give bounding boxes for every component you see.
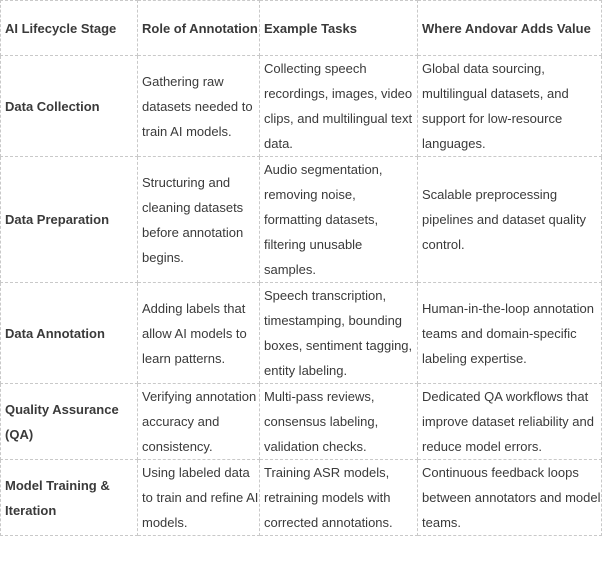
value-cell: Global data sourcing, multilingual datasets, and support for low-resource languages. (418, 56, 602, 157)
tasks-cell: Multi-pass reviews, consensus labeling, validation checks. (260, 384, 418, 460)
table-header-row (1, 1, 602, 56)
value-cell: Scalable preprocessing pipelines and dataset quality control. (418, 157, 602, 283)
value-cell: Continuous feedback loops between annotators and model teams. (418, 460, 602, 536)
stage-cell: Data Annotation (1, 283, 138, 384)
tasks-cell: Training ASR models, retraining models with corrected annotations. (260, 460, 418, 536)
table-row (1, 384, 602, 460)
tasks-cell: Collecting speech recordings, images, video clips, and multilingual text data. (260, 56, 418, 157)
value-cell: Dedicated QA workflows that improve dataset reliability and reduce model errors. (418, 384, 602, 460)
table-row (1, 56, 602, 157)
table-row (1, 460, 602, 536)
stage-cell: Data Collection (1, 56, 138, 157)
header-lifecycle-stage: AI Lifecycle Stage (1, 1, 138, 56)
tasks-cell: Audio segmentation, removing noise, formatting datasets, filtering unusable samples. (260, 157, 418, 283)
role-cell: Using labeled data to train and refine AI models. (138, 460, 260, 536)
header-role-of-annotation: Role of Annotation (138, 1, 260, 56)
table-row (1, 283, 602, 384)
role-cell: Structuring and cleaning datasets before annotation begins. (138, 157, 260, 283)
stage-cell: Model Training & Iteration (1, 460, 138, 536)
tasks-cell: Speech transcription, timestamping, bounding boxes, sentiment tagging, entity labeling. (260, 283, 418, 384)
role-cell: Adding labels that allow AI models to learn patterns. (138, 283, 260, 384)
header-example-tasks: Example Tasks (260, 1, 418, 56)
table-row (1, 157, 602, 283)
stage-cell: Data Preparation (1, 157, 138, 283)
header-andovar-value: Where Andovar Adds Value (418, 1, 602, 56)
stage-cell: Quality Assurance (QA) (1, 384, 138, 460)
role-cell: Gathering raw datasets needed to train AI models. (138, 56, 260, 157)
value-cell: Human-in-the-loop annotation teams and domain-specific labeling expertise. (418, 283, 602, 384)
role-cell: Verifying annotation accuracy and consistency. (138, 384, 260, 460)
